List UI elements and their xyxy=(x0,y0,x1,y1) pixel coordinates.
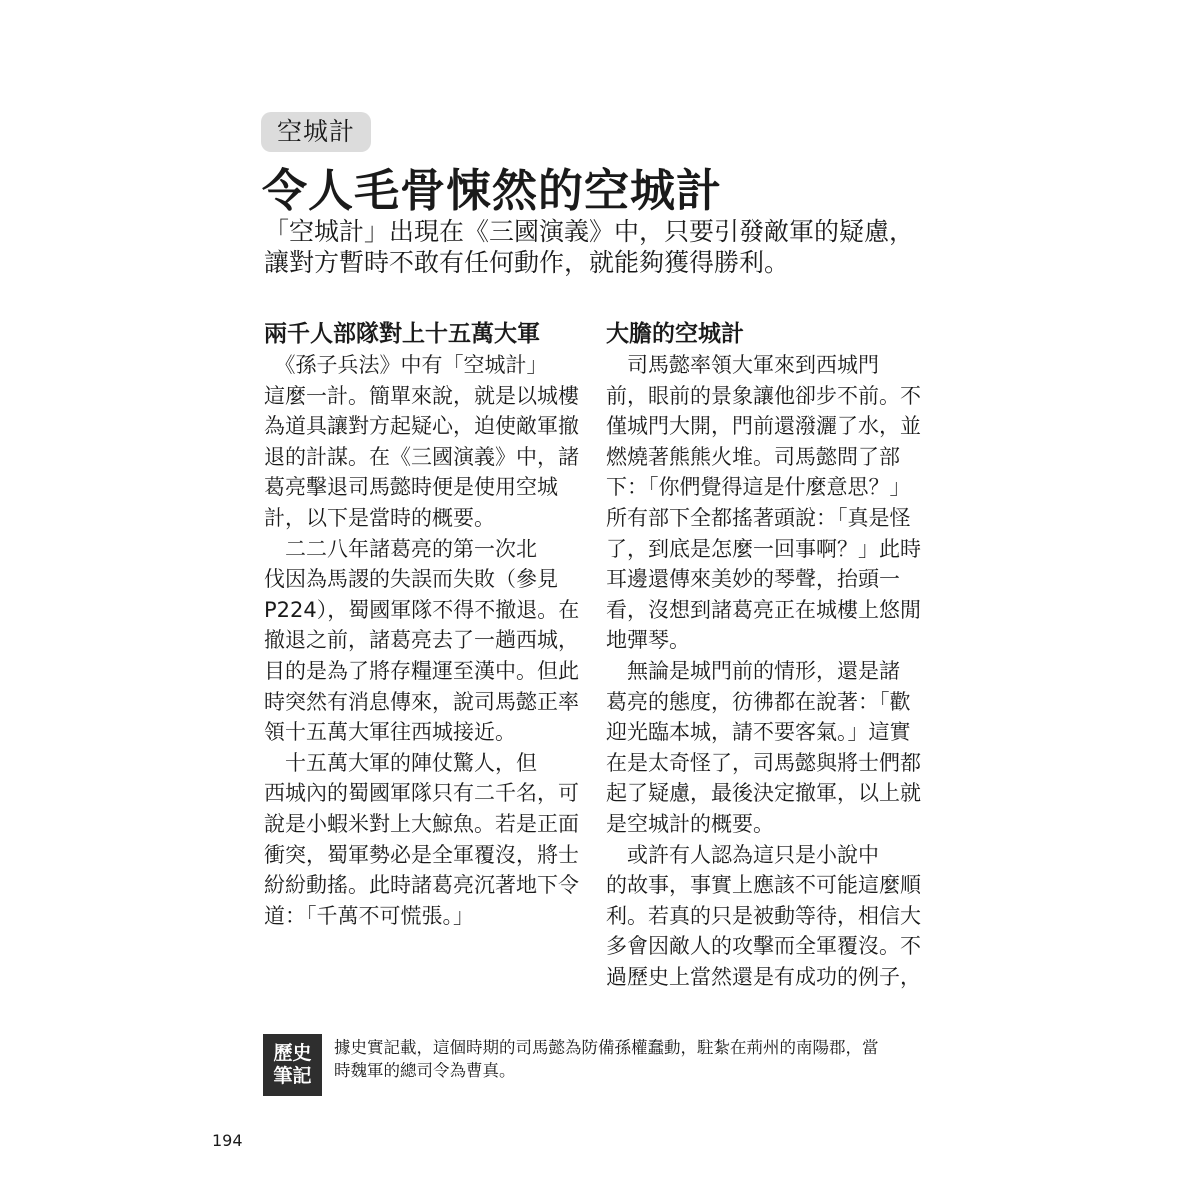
history-note-text xyxy=(334,1036,934,1082)
body-line: 無論是城門前的情形，還是諸 xyxy=(606,658,900,683)
body-line: 衝突，蜀軍勢必是全軍覆沒，將士 xyxy=(264,842,579,867)
lead-line: 讓對方暫時不敢有任何動作，就能夠獲得勝利。 xyxy=(264,248,790,277)
body-line: 說是小蝦米對上大鯨魚。若是正面 xyxy=(264,811,579,836)
history-note-label-line: 筆記 xyxy=(273,1065,312,1087)
body-line: 《孫子兵法》中有「空城計」 xyxy=(264,353,548,377)
body-line: 的故事，事實上應該不可能這麼順 xyxy=(606,873,921,898)
body-line: 下：「你們覺得這是什麼意思？」 xyxy=(606,475,911,500)
body-line: 二二八年諸葛亮的第一次北 xyxy=(264,536,537,561)
body-line: 道：「千萬不可慌張。」 xyxy=(264,903,474,928)
body-line: 迎光臨本城，請不要客氣。」這實 xyxy=(606,720,911,745)
body-line: 在是太奇怪了，司馬懿與將士們都 xyxy=(606,750,921,775)
section-tag: 空城計 xyxy=(261,112,371,152)
body-line: 或許有人認為這只是小說中 xyxy=(606,842,879,867)
body-line: 目的是為了將存糧運至漢中。但此 xyxy=(264,658,579,683)
lead-paragraph xyxy=(264,216,924,278)
body-line: 燃燒著熊熊火堆。司馬懿問了部 xyxy=(606,444,900,469)
page-title: 令人毛骨悚然的空城計 xyxy=(262,164,723,217)
body-line: 耳邊還傳來美妙的琴聲，抬頭一 xyxy=(606,567,900,592)
body-line: P224），蜀國軍隊不得不撤退。在 xyxy=(264,597,580,622)
body-line: 是空城計的概要。 xyxy=(606,811,774,836)
body-line: 西城內的蜀國軍隊只有二千名，可 xyxy=(264,781,579,806)
body-line: 過歷史上當然還是有成功的例子， xyxy=(606,964,921,989)
left-column xyxy=(264,318,584,931)
body-line: 葛亮擊退司馬懿時便是使用空城 xyxy=(264,475,558,500)
body-line: 為道具讓對方起疑心，迫使敵軍撤 xyxy=(264,414,579,439)
body-line: 伐因為馬謖的失誤而失敗（參見 xyxy=(264,567,558,592)
history-note-label xyxy=(263,1034,322,1096)
body-line: 這麼一計。簡單來說，就是以城樓 xyxy=(264,383,579,408)
history-note-label-line: 歷史 xyxy=(273,1042,312,1064)
page-number: 194 xyxy=(212,1131,243,1150)
body-line: 所有部下全都搖著頭說：「真是怪 xyxy=(606,505,911,530)
right-column-heading: 大膽的空城計 xyxy=(606,321,744,347)
body-line: 前，眼前的景象讓他卻步不前。不 xyxy=(606,383,921,408)
history-note-line: 時魏軍的總司令為曹真。 xyxy=(334,1061,516,1080)
right-column xyxy=(606,318,926,992)
body-line: 領十五萬大軍往西城接近。 xyxy=(264,720,516,745)
lead-line: 「空城計」出現在《三國演義》中，只要引發敵軍的疑慮， xyxy=(264,217,915,246)
body-line: 僅城門大開，門前還潑灑了水，並 xyxy=(606,414,921,439)
history-note-line: 據史實記載，這個時期的司馬懿為防備孫權蠢動，駐紮在荊州的南陽郡，當 xyxy=(334,1038,879,1057)
body-line: 地彈琴。 xyxy=(606,628,690,653)
body-line: 退的計謀。在《三國演義》中，諸 xyxy=(264,444,579,469)
body-line: 司馬懿率領大軍來到西城門 xyxy=(606,353,879,377)
body-line: 利。若真的只是被動等待，相信大 xyxy=(606,903,921,928)
body-line: 時突然有消息傳來，說司馬懿正率 xyxy=(264,689,579,714)
body-line: 葛亮的態度，彷彿都在說著：「歡 xyxy=(606,689,911,714)
body-line: 撤退之前，諸葛亮去了一趟西城， xyxy=(264,628,579,653)
body-line: 看，沒想到諸葛亮正在城樓上悠閒 xyxy=(606,597,921,622)
body-line: 計，以下是當時的概要。 xyxy=(264,505,495,530)
body-line: 了，到底是怎麼一回事啊？」此時 xyxy=(606,536,921,561)
left-column-heading: 兩千人部隊對上十五萬大軍 xyxy=(264,321,540,347)
body-line: 紛紛動搖。此時諸葛亮沉著地下令 xyxy=(264,873,579,898)
body-line: 多會因敵人的攻擊而全軍覆沒。不 xyxy=(606,934,921,959)
body-line: 十五萬大軍的陣仗驚人，但 xyxy=(264,750,537,775)
body-line: 起了疑慮，最後決定撤軍，以上就 xyxy=(606,781,921,806)
